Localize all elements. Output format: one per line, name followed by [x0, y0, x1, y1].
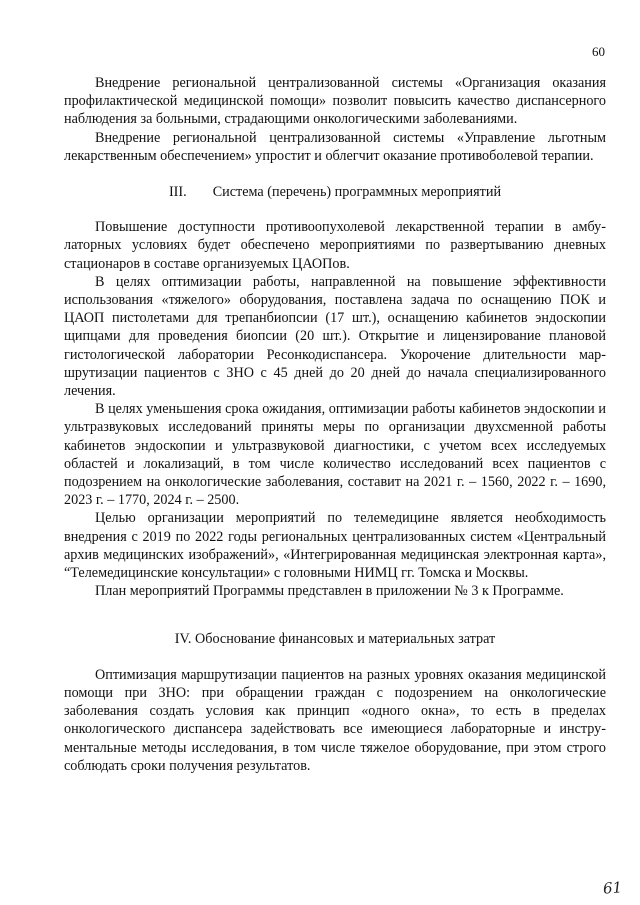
section-3-title: Система (перечень) программных мероприятий	[212, 184, 502, 201]
section-3-paragraph-4: Целью организации мероприятий по телемедицине является необходимость внедрения с 2019 по 2022 годы региональных централизованных систем «Центральный архив медицинских изображений», «Интегрированная медицинская электронная карта», “Телемедицинские консультации» с головными НИМЦ гг. Томска и Москвы.	[64, 510, 606, 582]
section-4-paragraph-1: Оптимизация маршрутизации пациентов на разных уровнях оказания медицинской помощи при ЗНО: при обращении граждан с подозрением на онкологические заболевания создать условия как принцип «одного окна», то есть в пределах онкологического диспансера задействовать все имеющиеся лабораторные и инструментальные методы исследования, в том числе тяжелое оборудование, при этом строго соблюдать сроки получения результатов.	[64, 666, 606, 774]
section-3-paragraph-3: В целях уменьшения срока ожидания, оптимизации работы кабинетов эндоскопии и ультразвуковых исследований приняты меры по организации двухсменной работы кабинетов эндоскопии и ультразвуковой диагностики, с учетом всех исследуемых областей и локализаций, в том числе количество исследований всех пациентов с подозрением на онкологические заболевания, составит на 2021 г. – 1560, 2022 г. – 1690, 2023 г. – 1770, 2024 г. – 2500.	[64, 401, 606, 509]
section-3-heading	[64, 183, 606, 201]
section-3-paragraph-5: План мероприятий Программы представлен в приложении № 3 к Программе.	[95, 583, 564, 600]
page-number: 60	[592, 44, 605, 59]
intro-paragraph-1: Внедрение региональной централизованной системы «Организация оказания профилактической медицинской помощи» позволит повысить качество диспансерного наблюдения за больными, страдающими онкологическими заболеваниями.	[64, 75, 606, 128]
section-3-paragraph-2: В целях оптимизации работы, направленной на повышение эффективности использования «тяжелого» оборудования, поставлена задача по оснащению ПОК и ЦАОП пистолетами для трепанбиопсии (17 шт.), оснащению кабинетов эндоскопии щипцами для проведения биопсии (20 шт.). Открытие и лицензирование плановой гистологической лаборатории Ресонкодиспансера. Укорочение длительности маршрутизации пациентов с ЗНО с 45 дней до 20 дней до начала специализированного лечения.	[64, 273, 606, 400]
handwritten-page-number: 61	[602, 878, 623, 898]
section-3-number: III.	[168, 184, 187, 201]
section-4-heading: IV. Обоснование финансовых и материальных затрат	[174, 631, 496, 648]
document-body	[64, 74, 606, 775]
intro-paragraph-2: Внедрение региональной централизованной системы «Управление льготным лекарственным обеспечением» упростит и облегчит оказание противоболевой терапии.	[64, 129, 606, 164]
section-3-paragraph-1: Повышение доступности противоопухолевой лекарственной терапии в амбулаторных условиях будет обеспечено мероприятиями по развертыванию дневных стационаров в составе организуемых ЦАОПов.	[64, 219, 606, 272]
